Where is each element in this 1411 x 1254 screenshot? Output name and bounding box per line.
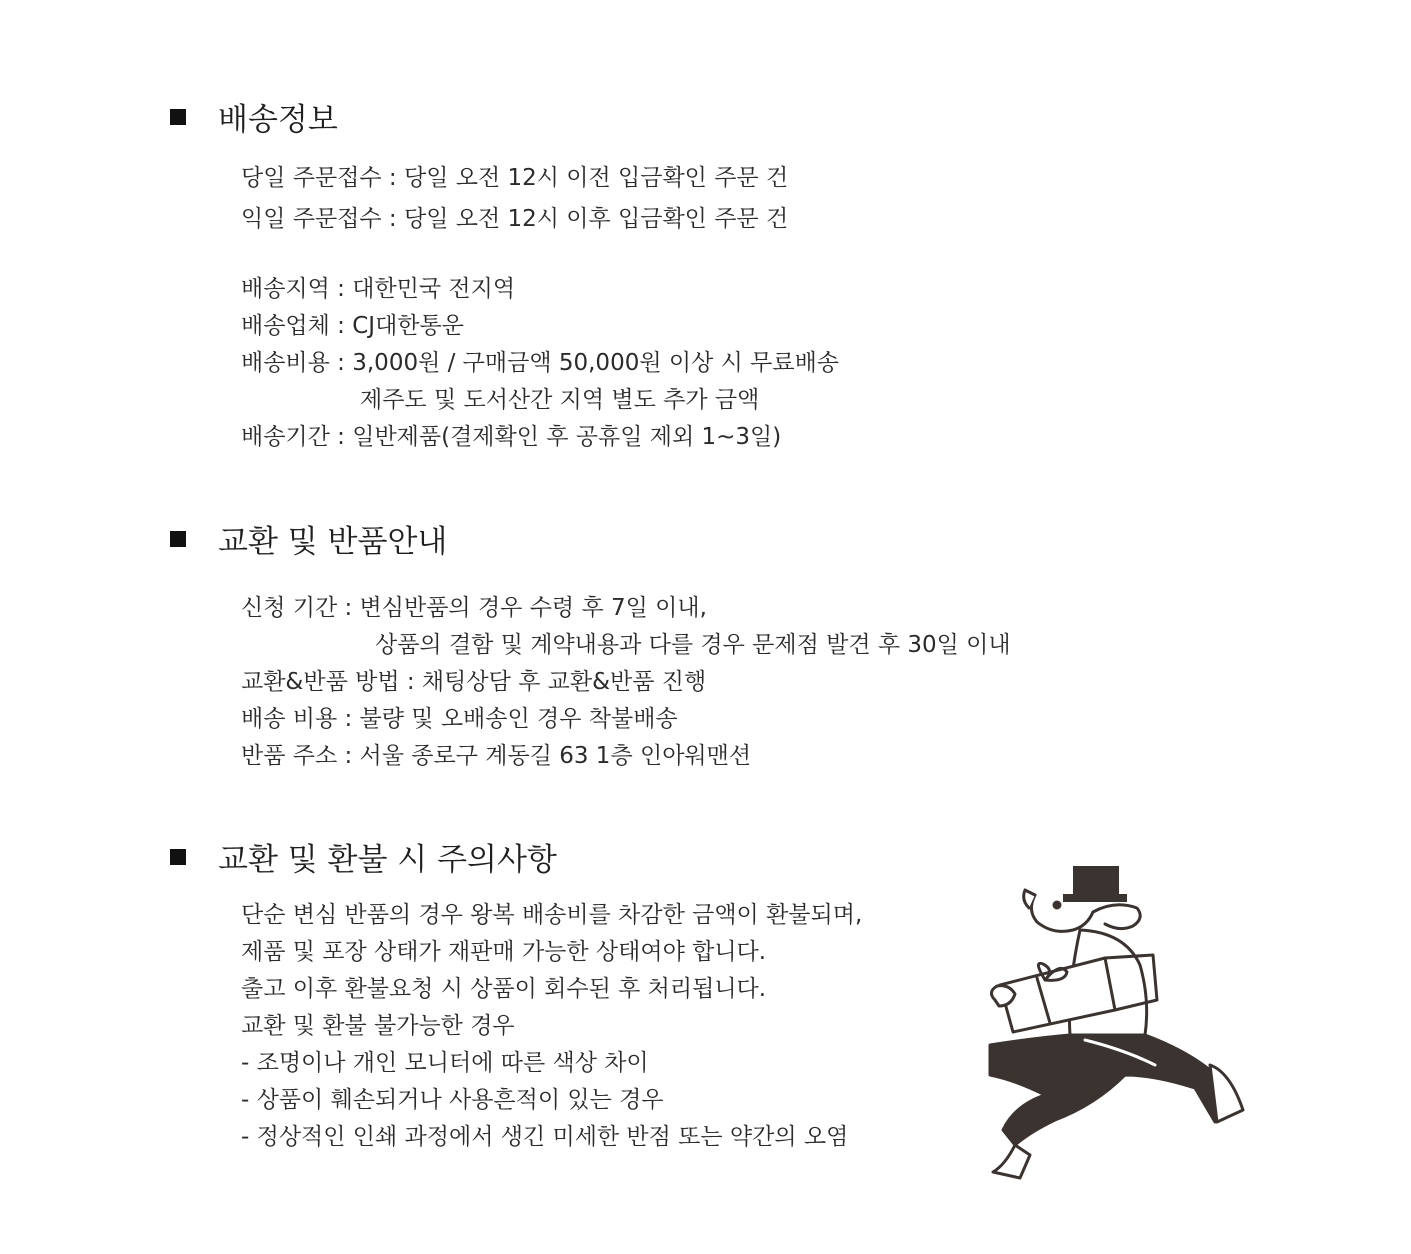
same-day-order-line: 당일 주문접수 : 당일 오전 12시 이전 입금확인 주문 건 bbox=[241, 165, 789, 191]
delivery-region-line: 배송지역 : 대한민국 전지역 bbox=[241, 276, 516, 302]
refund-note-line: 단순 변심 반품의 경우 왕복 배송비를 차감한 금액이 환불되며, bbox=[241, 902, 863, 928]
delivery-company-line: 배송업체 : CJ대한통운 bbox=[241, 313, 464, 339]
refund-unavailable-heading: 교환 및 환불 불가능한 경우 bbox=[241, 1013, 515, 1039]
section-title-text: 배송정보 bbox=[218, 102, 338, 138]
request-period-defect-line: 상품의 결함 및 계약내용과 다를 경우 문제점 발견 후 30일 이내 bbox=[375, 632, 1011, 658]
section-title-exchange-return bbox=[170, 516, 447, 561]
section-title-text: 교환 및 반품안내 bbox=[218, 524, 448, 560]
section-title-shipping bbox=[170, 94, 338, 139]
section-title-text: 교환 및 환불 시 주의사항 bbox=[218, 842, 557, 878]
request-period-line: 신청 기간 : 변심반품의 경우 수령 후 7일 이내, bbox=[241, 595, 707, 621]
section-title-refund-notice bbox=[170, 834, 557, 879]
return-address-line: 반품 주소 : 서울 종로구 계동길 63 1층 인아워맨션 bbox=[241, 743, 752, 769]
delivery-cost-line: 배송비용 : 3,000원 / 구매금액 50,000원 이상 시 무료배송 bbox=[241, 350, 840, 376]
refund-note-line: 제품 및 포장 상태가 재판매 가능한 상태여야 합니다. bbox=[241, 939, 767, 965]
delivery-period-line: 배송기간 : 일반제품(결제확인 후 공휴일 제외 1~3일) bbox=[241, 424, 782, 450]
next-day-order-line: 익일 주문접수 : 당일 오전 12시 이후 입금확인 주문 건 bbox=[241, 206, 789, 232]
delivery-cost-note-line: 제주도 및 도서산간 지역 별도 추가 금액 bbox=[360, 387, 760, 413]
square-bullet-icon bbox=[170, 109, 186, 125]
running-dog-delivery-icon bbox=[975, 860, 1255, 1190]
refund-note-line: 출고 이후 환불요청 시 상품이 회수된 후 처리됩니다. bbox=[241, 976, 767, 1002]
refund-unavailable-item: - 상품이 훼손되거나 사용흔적이 있는 경우 bbox=[241, 1087, 664, 1113]
exchange-method-line: 교환&반품 방법 : 채팅상담 후 교환&반품 진행 bbox=[241, 669, 707, 695]
square-bullet-icon bbox=[170, 849, 186, 865]
refund-unavailable-item: - 조명이나 개인 모니터에 따른 색상 차이 bbox=[241, 1050, 649, 1076]
square-bullet-icon bbox=[170, 531, 186, 547]
refund-unavailable-item: - 정상적인 인쇄 과정에서 생긴 미세한 반점 또는 약간의 오염 bbox=[241, 1124, 849, 1150]
return-shipping-cost-line: 배송 비용 : 불량 및 오배송인 경우 착불배송 bbox=[241, 706, 678, 732]
